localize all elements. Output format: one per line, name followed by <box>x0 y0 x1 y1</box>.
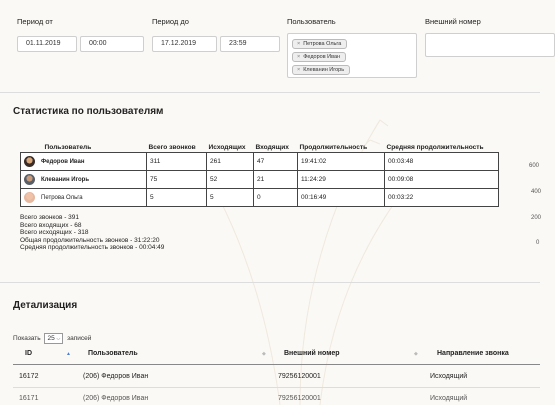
col-header-user[interactable]: Пользователь <box>88 350 138 357</box>
col-avg-duration: Средняя продолжительность <box>386 143 484 151</box>
period-from-label: Период от <box>17 17 53 26</box>
stats-table <box>20 142 499 207</box>
page-size-select[interactable]: 25 ⌵ <box>44 333 63 344</box>
row-direction: Исходящий <box>430 395 468 402</box>
period-to-date-input[interactable]: 17.12.2019 <box>152 36 217 52</box>
remove-tag-icon[interactable]: × <box>297 41 301 47</box>
avatar <box>24 174 35 185</box>
user-cell: Клеванин Игорь <box>21 171 147 189</box>
sort-icon[interactable]: ◆ <box>262 351 266 357</box>
user-cell: Петрова Ольга <box>21 189 147 207</box>
external-number-label: Внешний номер <box>425 17 481 26</box>
table-row: Петрова Ольга 5 5 0 00:16:49 00:03:22 <box>21 189 499 207</box>
col-header-direction[interactable]: Направление звонка <box>437 350 509 357</box>
col-duration: Продолжительность <box>299 143 368 151</box>
page-size-control <box>13 333 91 344</box>
period-to-label: Период до <box>152 17 189 26</box>
stats-summary <box>20 214 164 252</box>
show-label: Показать <box>13 335 41 343</box>
col-header-id[interactable]: ID <box>25 350 32 357</box>
row-user: (206) Федоров Иван <box>83 373 149 380</box>
external-number-input[interactable] <box>425 33 555 57</box>
sort-icon[interactable]: ◆ <box>414 351 418 357</box>
chart-axis-tick: 600 <box>529 163 540 169</box>
user-tag[interactable]: × Федоров Иван <box>292 52 346 62</box>
period-from-time-input[interactable]: 00:00 <box>80 36 144 52</box>
user-filter-label: Пользователь <box>287 17 336 26</box>
row-id: 16172 <box>19 373 39 380</box>
records-label: записей <box>67 335 92 343</box>
remove-tag-icon[interactable]: × <box>297 54 301 60</box>
avatar <box>24 192 35 203</box>
col-incoming: Входящих <box>255 143 289 151</box>
avatar <box>24 156 35 167</box>
stats-title: Статистика по пользователям <box>13 106 164 117</box>
summary-outgoing: Всего исходящих - 318 <box>20 229 89 237</box>
row-external-number: 79256120001 <box>278 373 321 380</box>
table-row: Клеванин Игорь 75 52 21 11:24:29 00:09:08 <box>21 171 499 189</box>
user-cell: Федоров Иван <box>21 153 147 171</box>
row-divider <box>13 387 540 388</box>
summary-avg-duration: Средняя продолжительность звонков - 00:04:49 <box>20 244 165 252</box>
period-to-time-input[interactable]: 23:59 <box>220 36 280 52</box>
summary-total-duration: Общая продолжительность звонков - 31:22:20 <box>20 236 160 244</box>
col-header-external-number[interactable]: Внешний номер <box>284 350 340 357</box>
col-user: Пользователь <box>44 143 92 151</box>
user-tag[interactable]: × Петрова Ольга <box>292 39 347 49</box>
table-header-divider <box>13 364 540 365</box>
row-external-number: 79256120001 <box>278 395 321 402</box>
col-total: Всего звонков <box>148 143 196 151</box>
summary-incoming: Всего входящих - 68 <box>20 221 82 229</box>
row-direction: Исходящий <box>430 373 468 380</box>
chart-axis-tick: 400 <box>531 189 542 195</box>
chevron-down-icon: ⌵ <box>56 336 61 342</box>
divider <box>0 92 540 93</box>
remove-tag-icon[interactable]: × <box>297 67 301 73</box>
row-user: (206) Федоров Иван <box>83 395 149 402</box>
divider <box>0 282 540 283</box>
chart-axis-tick: 200 <box>531 215 542 221</box>
user-tag[interactable]: × Клеванин Игорь <box>292 65 350 75</box>
period-from-date-input[interactable]: 01.11.2019 <box>17 36 77 52</box>
table-row: Федоров Иван 311 261 47 19:41:02 00:03:48 <box>21 153 499 171</box>
sort-asc-icon[interactable]: ▲ <box>66 351 71 357</box>
summary-total-calls: Всего звонков - 391 <box>20 214 80 221</box>
detail-title: Детализация <box>13 300 78 311</box>
user-multiselect[interactable] <box>287 33 417 78</box>
col-outgoing: Исходящих <box>208 143 246 151</box>
chart-axis-tick: 0 <box>536 240 540 246</box>
row-id: 16171 <box>19 395 39 402</box>
